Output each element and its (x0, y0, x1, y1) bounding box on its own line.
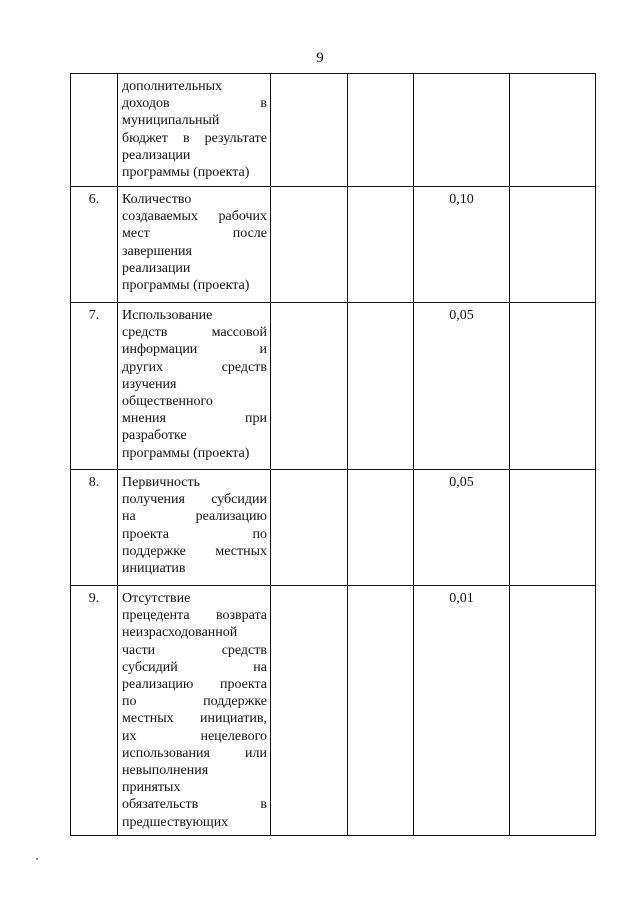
criteria-table (70, 73, 596, 836)
description-line: изучения (122, 376, 177, 392)
weight-coefficient: 0,05 (414, 303, 510, 470)
empty-cell (271, 187, 348, 303)
criterion-description (118, 586, 271, 836)
description-line: мест после (122, 226, 267, 242)
description-line: инициатив (122, 561, 186, 577)
empty-cell (510, 187, 596, 303)
row-number (71, 74, 118, 187)
empty-cell (348, 303, 414, 470)
description-line: проекта по (122, 526, 267, 542)
empty-cell (271, 586, 348, 836)
table-row (71, 303, 596, 470)
description-line: Количество (122, 192, 192, 207)
empty-cell (348, 74, 414, 187)
criterion-description (118, 187, 271, 303)
weight-coefficient: 0,10 (414, 187, 510, 303)
description-line: разработке (122, 428, 187, 444)
description-line: предшествующих (122, 814, 229, 830)
row-number: 8. (71, 470, 118, 586)
description-line: реализацию проекта (122, 677, 267, 693)
empty-cell (271, 303, 348, 470)
description-line: прецедента возврата (122, 608, 267, 624)
empty-cell (510, 470, 596, 586)
table-row (71, 74, 596, 187)
description-line: получения субсидии (122, 492, 267, 508)
description-line: использования или (122, 745, 267, 761)
description-line: доходов в (122, 96, 267, 112)
description-line: муниципальный (122, 113, 220, 129)
description-line: неизрасходованной (122, 625, 238, 641)
page-number: 9 (316, 50, 324, 66)
empty-cell (348, 187, 414, 303)
description-line: завершения (122, 243, 192, 259)
description-line: программы (проекта) (122, 165, 250, 181)
description-line: Использование (122, 308, 213, 323)
description-line: других средств (122, 359, 267, 375)
description-line: обязательств в (122, 797, 267, 813)
description-line: поддержке местных (122, 543, 267, 559)
weight-coefficient: 0,05 (414, 470, 510, 586)
empty-cell (510, 586, 596, 836)
description-line: части средств (122, 642, 267, 658)
weight-coefficient: 0,01 (414, 586, 510, 836)
description-line: реализации (122, 147, 191, 163)
description-line: информации и (122, 342, 267, 358)
description-line: принятых (122, 780, 181, 796)
description-line: невыполнения (122, 763, 209, 779)
empty-cell (510, 303, 596, 470)
description-line: Первичность (122, 475, 201, 490)
empty-cell (271, 470, 348, 586)
description-line: реализации (122, 260, 191, 276)
description-line: дополнительных (122, 79, 223, 94)
row-number: 6. (71, 187, 118, 303)
description-line: по поддержке (122, 694, 267, 710)
empty-cell (510, 74, 596, 187)
description-line: бюджет в результате (122, 130, 267, 146)
table-row (71, 586, 596, 836)
scan-speck (36, 858, 38, 860)
description-line: на реализацию (122, 509, 267, 525)
row-number: 7. (71, 303, 118, 470)
description-line: общественного (122, 394, 213, 410)
table-row (71, 187, 596, 303)
description-line: Отсутствие (122, 591, 191, 606)
description-line: программы (проекта) (122, 445, 250, 461)
empty-cell (271, 74, 348, 187)
row-number: 9. (71, 586, 118, 836)
table-row (71, 470, 596, 586)
criterion-description (118, 470, 271, 586)
description-line: средств массовой (122, 325, 267, 341)
description-line: создаваемых рабочих (122, 209, 267, 225)
description-line: местных инициатив, (122, 711, 267, 727)
description-line: субсидий на (122, 659, 267, 675)
weight-coefficient (414, 74, 510, 187)
description-line: программы (проекта) (122, 278, 250, 294)
empty-cell (348, 470, 414, 586)
description-line: мнения при (122, 411, 267, 427)
criterion-description (118, 303, 271, 470)
empty-cell (348, 586, 414, 836)
description-line: их нецелевого (122, 728, 267, 744)
criterion-description (118, 74, 271, 187)
